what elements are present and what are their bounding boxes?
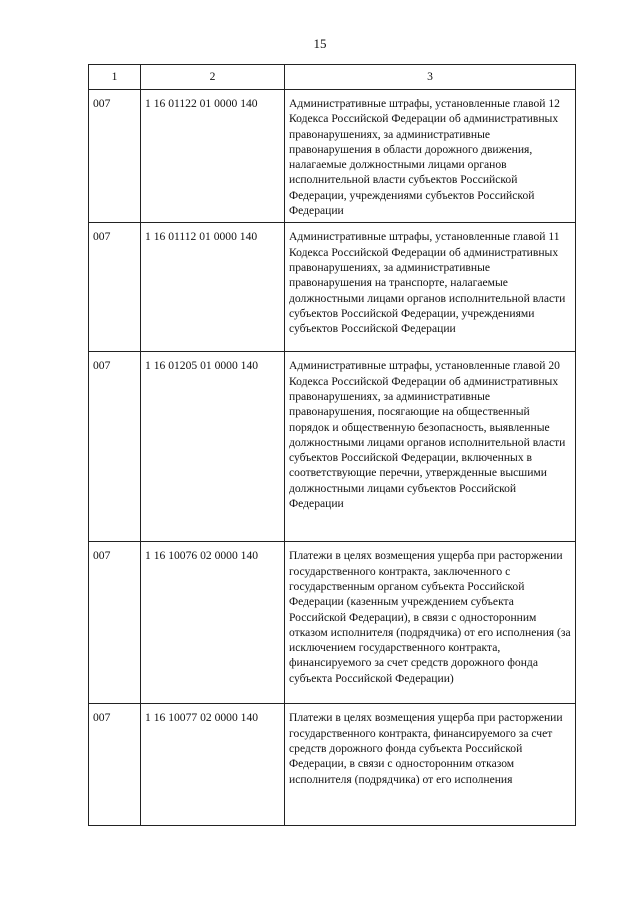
admin-code-cell: 007: [89, 223, 141, 352]
column-header-1: 1: [89, 65, 141, 90]
kbk-code-cell: 1 16 10076 02 0000 140: [141, 542, 285, 704]
table-row: [89, 223, 576, 352]
kbk-code-cell: 1 16 01122 01 0000 140: [141, 90, 285, 223]
revenue-codes-table: [88, 64, 576, 826]
table-header-row: [89, 65, 576, 90]
table-row: [89, 542, 576, 704]
kbk-code-cell: 1 16 01205 01 0000 140: [141, 352, 285, 542]
admin-code-cell: 007: [89, 704, 141, 826]
page-number: 15: [313, 36, 327, 51]
description-cell: Административные штрафы, установленные главой 12 Кодекса Российской Федерации об административных правонарушениях, за административные правонарушения в области дорожного движения, налагаемые должностными лицами органов исполнительной власти субъектов Российской Федерации, учреждениями субъектов Российской Федерации: [285, 90, 576, 223]
description-cell: Платежи в целях возмещения ущерба при расторжении государственного контракта, финансируемого за счет средств дорожного фонда субъекта Российской Федерации, в связи с односторонним отказом исполнителя (подрядчика) от его исполнения: [285, 704, 576, 826]
description-cell: Административные штрафы, установленные главой 11 Кодекса Российской Федерации об административных правонарушениях, за административные правонарушения на транспорте, налагаемые должностными лицами органов исполнительной власти субъектов Российской Федерации, учреждениями субъектов Российской Федерации: [285, 223, 576, 352]
table-row: [89, 90, 576, 223]
kbk-code-cell: 1 16 01112 01 0000 140: [141, 223, 285, 352]
table-row: [89, 352, 576, 542]
admin-code-cell: 007: [89, 352, 141, 542]
admin-code-cell: 007: [89, 90, 141, 223]
description-cell: Платежи в целях возмещения ущерба при расторжении государственного контракта, заключенного с государственным органом субъекта Российской Федерации (казенным учреждением субъекта Российской Федерации), в связи с односторонним отказом исполнителя (подрядчика) от его исполнения (за исключением государственного контракта, финансируемого за счет средств дорожного фонда субъекта Российской Федерации): [285, 542, 576, 704]
column-header-3: 3: [285, 65, 576, 90]
admin-code-cell: 007: [89, 542, 141, 704]
column-header-2: 2: [141, 65, 285, 90]
table-row: [89, 704, 576, 826]
kbk-code-cell: 1 16 10077 02 0000 140: [141, 704, 285, 826]
description-cell: Административные штрафы, установленные главой 20 Кодекса Российской Федерации об административных правонарушениях, за административные правонарушения, посягающие на общественный порядок и общественную безопасность, выявленные должностными лицами органов исполнительной власти субъектов Российской Федерации, включенных в соответствующие перечни, утвержденные высшими должностными лицами субъектов Российской Федерации: [285, 352, 576, 542]
